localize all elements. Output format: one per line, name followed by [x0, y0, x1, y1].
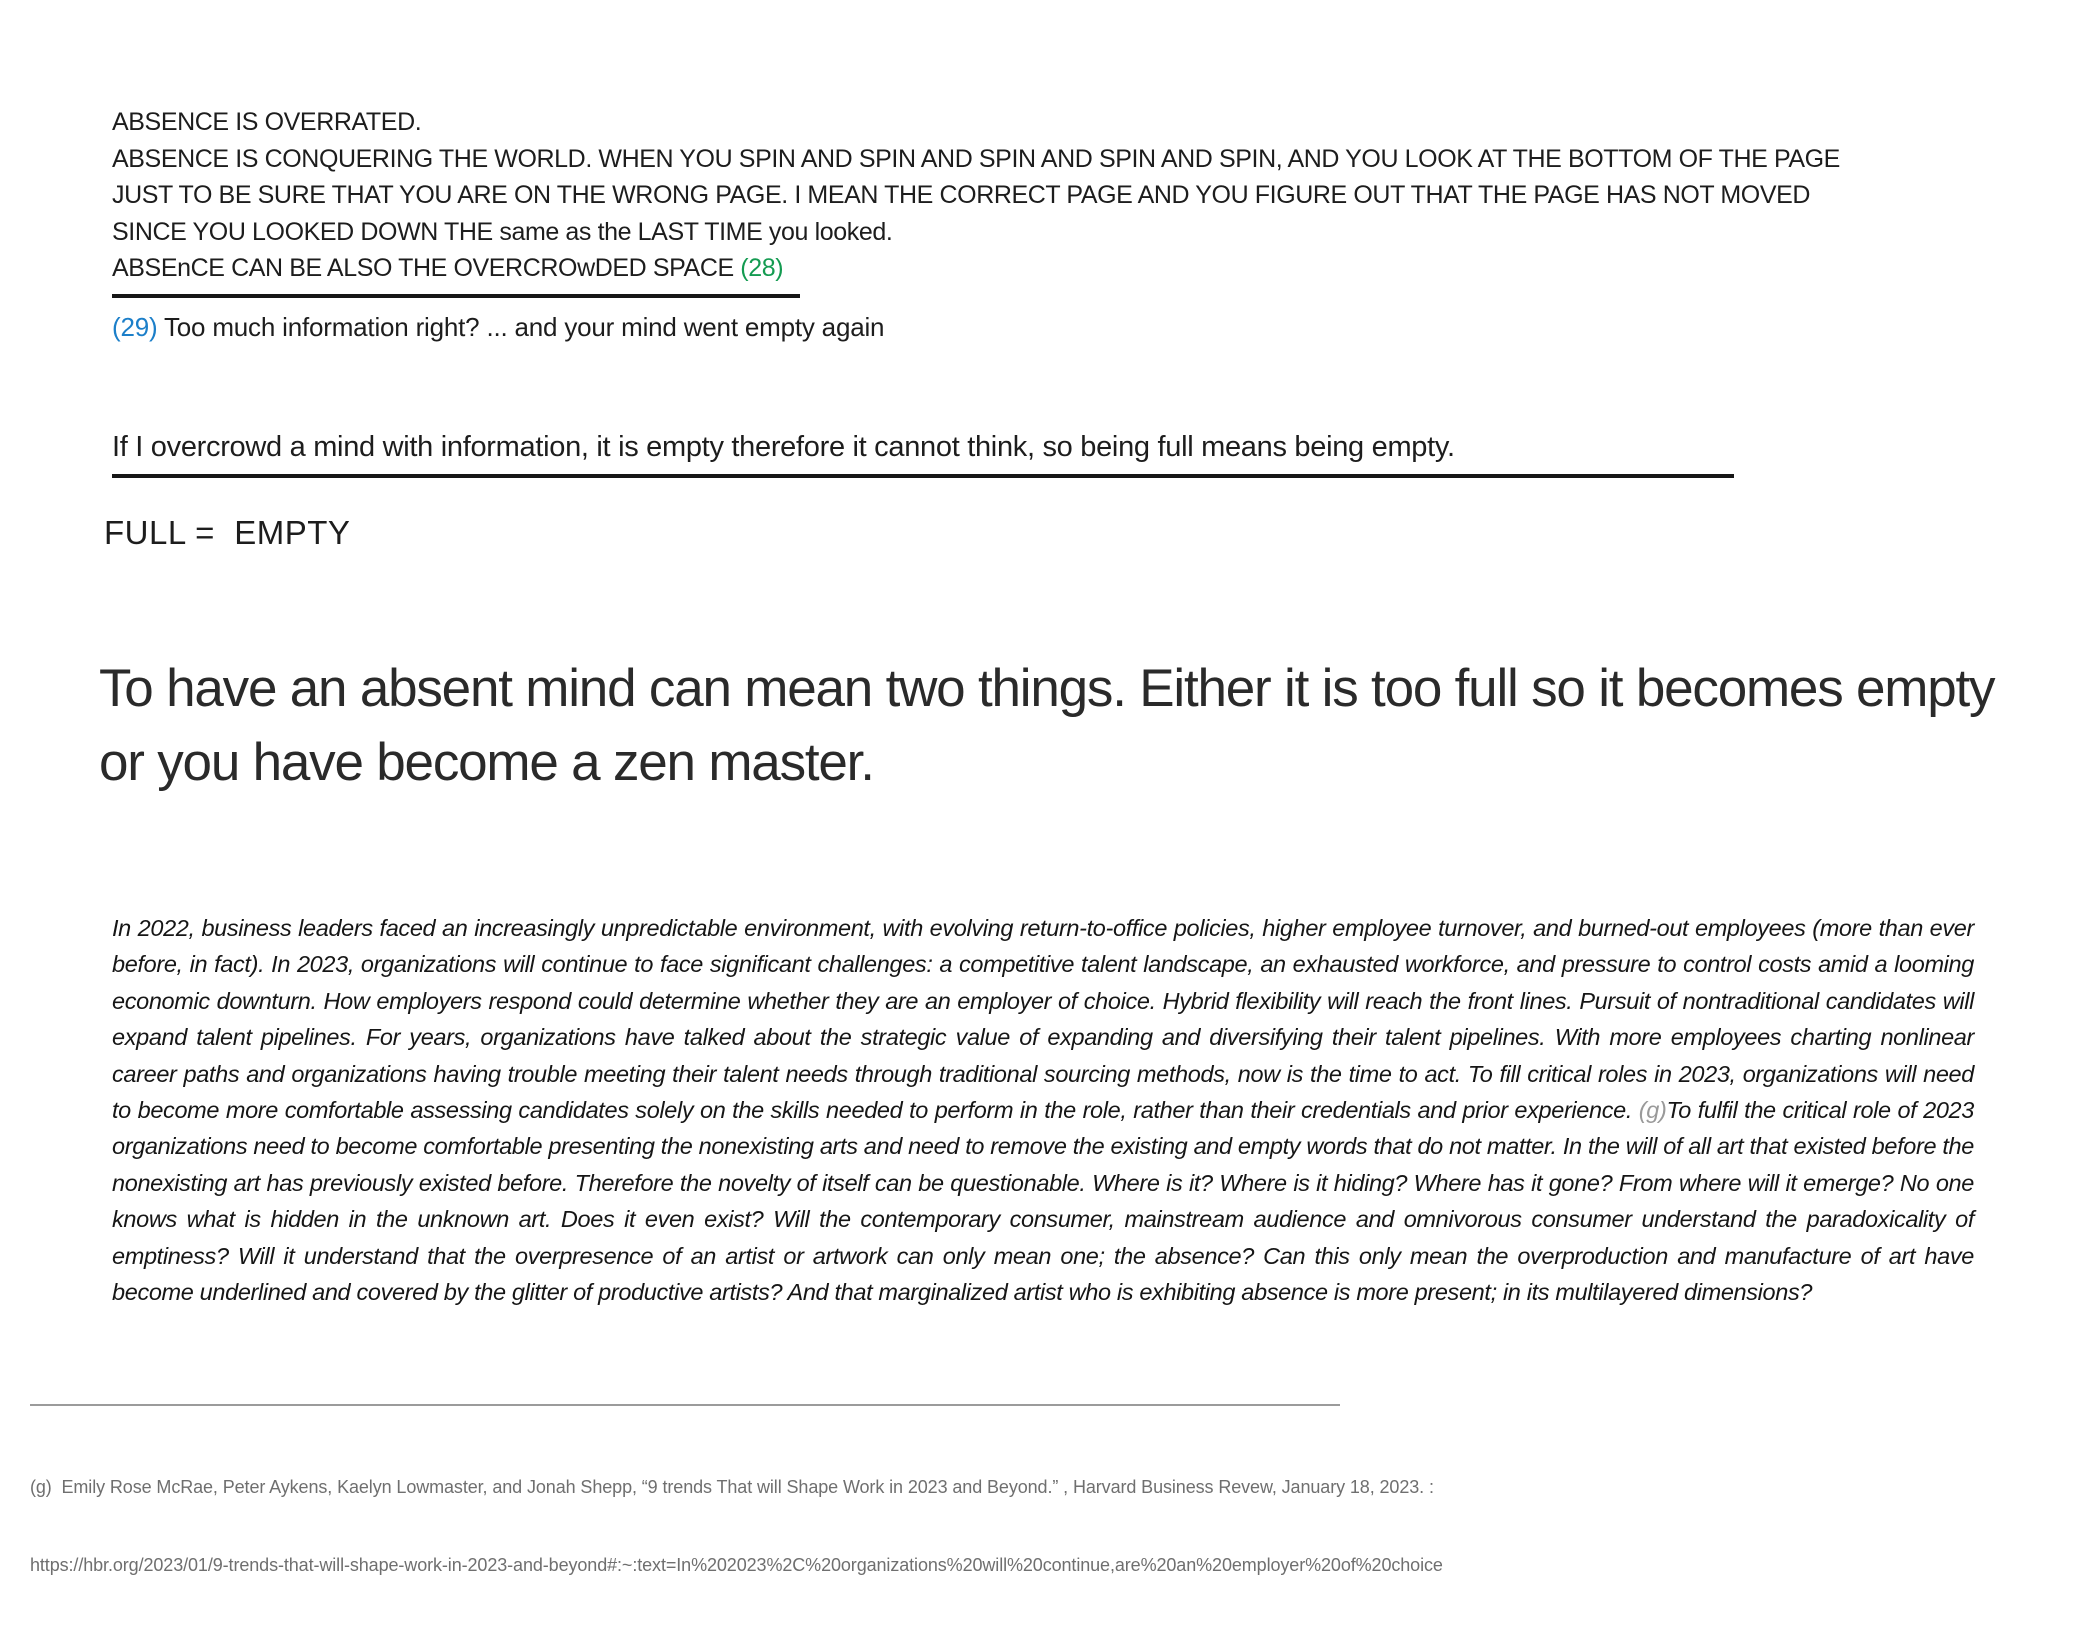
- essay-paragraph: [112, 910, 1974, 1310]
- statement-underline-rule: [112, 474, 1734, 478]
- note-ref-28[interactable]: (28): [740, 254, 784, 283]
- caps-line-4: SINCE YOU LOOKED DOWN THE same as the LAST TIME you looked.: [112, 217, 893, 246]
- caps-underline-rule: [112, 294, 800, 298]
- footnote-marker-g[interactable]: (g): [1638, 1097, 1667, 1124]
- caps-line-5: [112, 250, 1840, 287]
- note-ref-29[interactable]: (29): [112, 312, 158, 342]
- essay-part1: In 2022, business leaders faced an increasingly unpredictable environment, with evolving return-to-office policies, higher employee turnover, and burned-out employees (more than ever before, in fact). In 2023, organizations will continue to face significant challenges: a competitive talent landscape, an exhausted workforce, and pressure to control costs amid a looming economic downturn. How employers respond could determine whether they are an employer of choice. Hybrid flexibility will reach the front lines. Pursuit of nontraditional candidates will expand talent pipelines. For years, organizations have talked about the strategic value of expanding and diversifying their talent pipelines. With more employees charting nonlinear career paths and organizations having trouble meeting their talent needs through traditional sourcing methods, now is the time to act. To fill critical roles in 2023, organizations will need to become more comfortable assessing candidates solely on the skills needed to perform in the role, rather than their credentials and prior experience.: [112, 915, 1974, 1124]
- caps-line-1: ABSENCE IS OVERRATED.: [112, 108, 422, 136]
- footnote-divider-rule: [30, 1404, 1340, 1406]
- footnote: [30, 1422, 1443, 1630]
- full-equals-empty-text: FULL = EMPTY: [104, 514, 351, 551]
- caps-statement-block: [112, 104, 1840, 287]
- caps-line-5-text: ABSEnCE CAN BE ALSO THE OVERCROwDED SPACE: [112, 254, 741, 283]
- note-29-text: Too much information right? ... and your mind went empty again: [157, 312, 885, 342]
- essay-part2: To fulfil the critical role of 2023 organizations need to become comfortable presenting the nonexisting arts and need to remove the existing and empty words that do not matter. In the will of all art that existed before the nonexisting art has previously existed before. Therefore the novelty of itself can be questionable. Where is it? Where is it hiding? Where has it gone? From where will it emerge? No one knows what is hidden in the unknown art. Does it even exist? Will the contemporary consumer, mainstream audience and omnivorous consumer understand the paradoxicality of emptiness? Will it understand that the overpresence of an artist or artwork can only mean one; the absence? Can this only mean the overproduction and manufacture of art have become underlined and covered by the glitter of productive artists? And that marginalized artist who is exhibiting absence is more present; in its multilayered dimensions?: [112, 1097, 1974, 1306]
- overcrowd-statement: If I overcrowd a mind with information, it is empty therefore it cannot think, so being full means being empty.: [112, 431, 1455, 463]
- footnote-citation: (g) Emily Rose McRae, Peter Aykens, Kaelyn Lowmaster, and Jonah Shepp, “9 trends That will Shape Work in 2023 and Beyond.” , Harvard Business Revew, January 18, 2023. :: [30, 1477, 1434, 1497]
- footnote-url[interactable]: https://hbr.org/2023/01/9-trends-that-will-shape-work-in-2023-and-beyond#:~:text=In%202023%2C%20organizations%20will%20continue,are%20an%20employer%20of%20choice: [30, 1555, 1443, 1575]
- note-29-line: [112, 312, 884, 343]
- headline: To have an absent mind can mean two things. Either it is too full so it becomes empty or you have become a zen master.: [99, 659, 1995, 792]
- caps-line-2: ABSENCE IS CONQUERING THE WORLD. WHEN YOU SPIN AND SPIN AND SPIN AND SPIN AND SPIN, AND YOU LOOK AT THE BOTTOM OF THE PAGE: [112, 144, 1840, 173]
- caps-line-3: JUST TO BE SURE THAT YOU ARE ON THE WRONG PAGE. I MEAN THE CORRECT PAGE AND YOU FIGURE OUT THAT THE PAGE HAS NOT MOVED: [112, 181, 1811, 210]
